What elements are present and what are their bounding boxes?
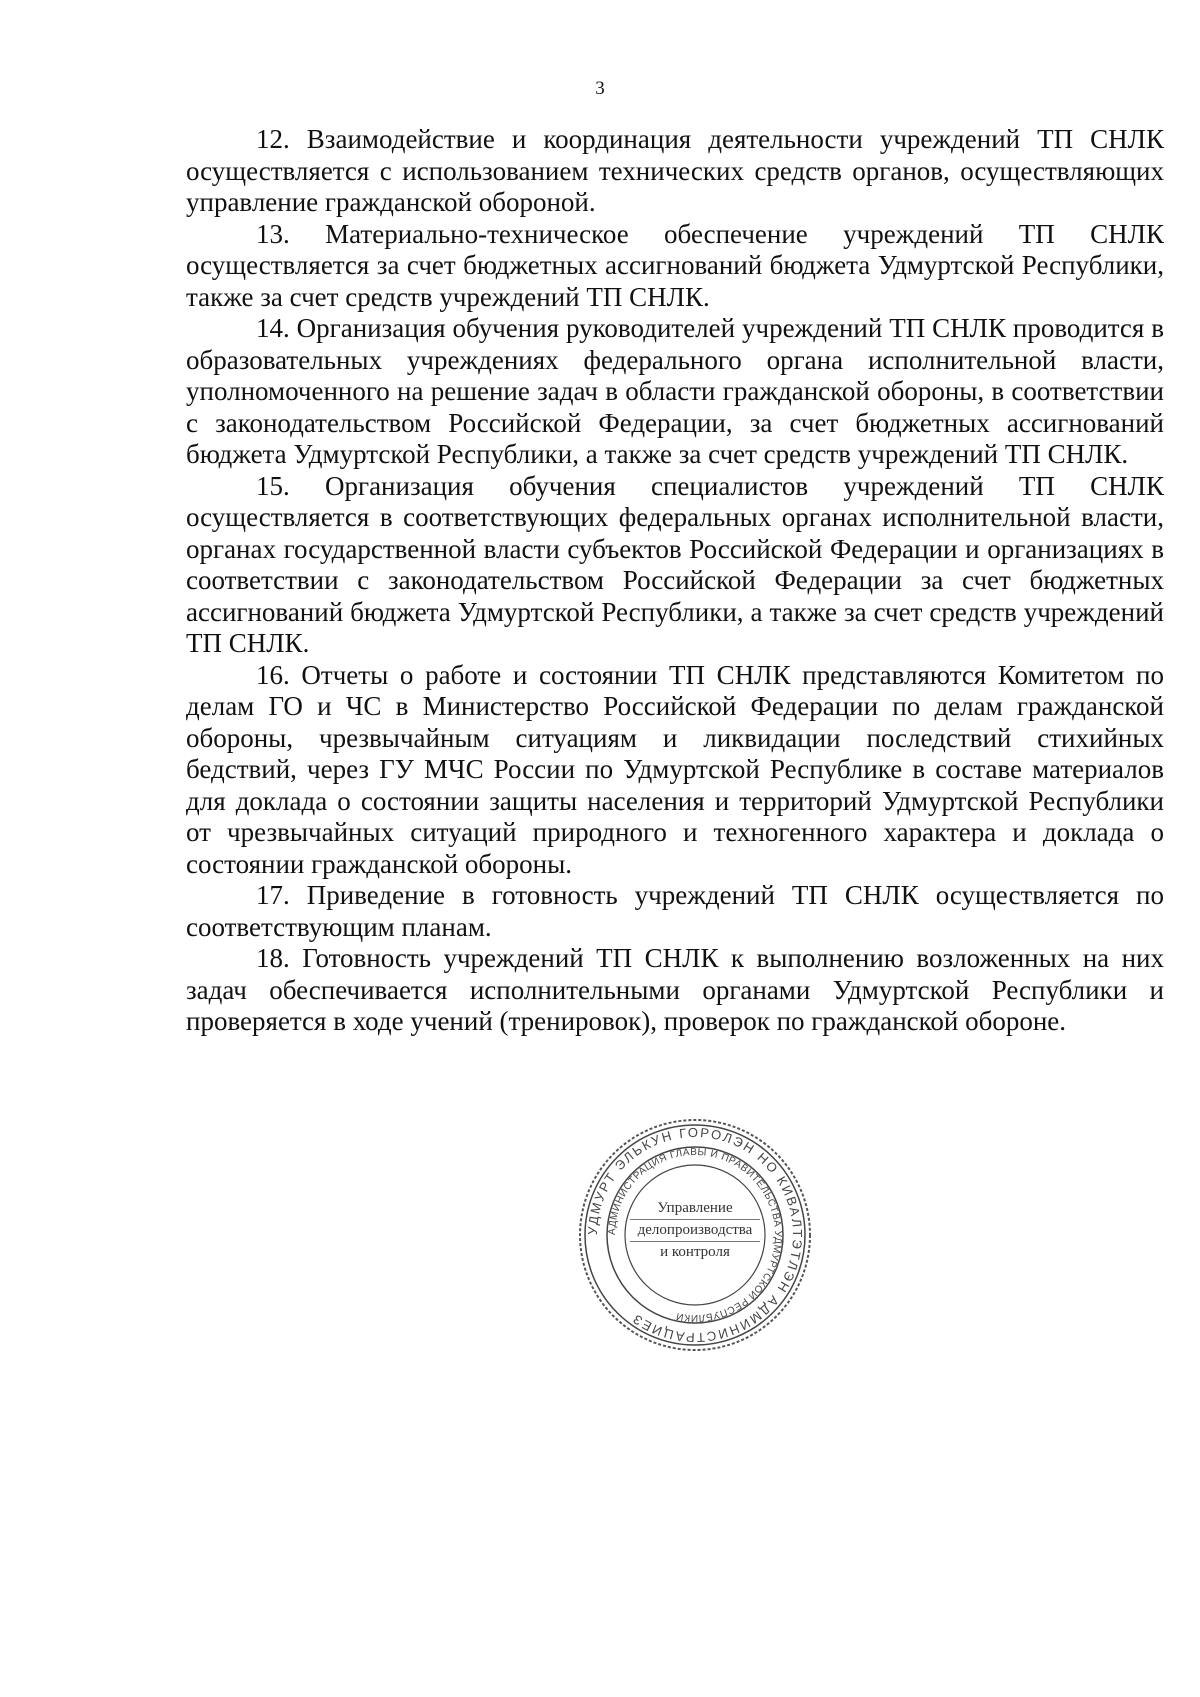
page-number: 3 bbox=[595, 78, 605, 99]
paragraph-12: 12. Взаимодействие и координация деятельности учреждений ТП СНЛК осуществляется с использованием технических средств органов, осуществляющих управление гражданской обороной. bbox=[186, 124, 1164, 217]
paragraph-18: 18. Готовность учреждений ТП СНЛК к выполнению возложенных на них задач обеспечивается исполнительными органами Удмуртской Республики и проверяется в ходе учений (тренировок), проверок по гражданской обороне. bbox=[186, 943, 1164, 1036]
document-body bbox=[186, 124, 1164, 1038]
seal-center-line-3: и контроля bbox=[660, 1244, 730, 1260]
seal-center-line-2: делопроизводства bbox=[630, 1220, 760, 1242]
paragraph-14: 14. Организация обучения руководителей учреждений ТП СНЛК проводится в образовательных учреждениях федерального органа исполнительной власти, уполномоченного на решение задач в области гражданской обороны, в соответствии с законодательством Российской Федерации, за счет бюджетных ассигнований бюджета Удмуртской Республики, а также за счет средств учреждений ТП СНЛК. bbox=[186, 313, 1164, 469]
paragraph-15: 15. Организация обучения специалистов учреждений ТП СНЛК осуществляется в соответствующих федеральных органах исполнительной власти, органах государственной власти субъектов Российской Федерации и организациях в соответствии с законодательством Российской Федерации за счет бюджетных ассигнований бюджета Удмуртской Республики, а также за счет средств учреждений ТП СНЛК. bbox=[186, 470, 1164, 658]
paragraph-16: 16. Отчеты о работе и состоянии ТП СНЛК представляются Комитетом по делам ГО и ЧС в Министерство Российской Федерации по делам гражданской обороны, чрезвычайным ситуациям и ликвидации последствий стихийных бедствий, через ГУ МЧС России по Удмуртской Республике в составе материалов для доклада о состоянии защиты населения и территорий Удмуртской Республики от чрезвычайных ситуаций природного и техногенного характера и доклада о состоянии гражданской обороны. bbox=[186, 659, 1164, 879]
seal-inner-text: АДМИНИСТРАЦИЯ ГЛАВЫ И ПРАВИТЕЛЬСТВА УДМУРТСКОЙ РЕСПУБЛИКИ bbox=[606, 1146, 784, 1324]
seal-center-line-1: Управление bbox=[630, 1198, 760, 1220]
paragraph-13: 13. Материально-техническое обеспечение учреждений ТП СНЛК осуществляется за счет бюджетных ассигнований бюджета Удмуртской Республики, также за счет средств учреждений ТП СНЛК. bbox=[186, 218, 1164, 312]
seal-center bbox=[630, 1198, 760, 1263]
paragraph-17: 17. Приведение в готовность учреждений ТП СНЛК осуществляется по соответствующим планам. bbox=[186, 880, 1164, 942]
official-seal bbox=[574, 1114, 816, 1356]
seal-outer-text: УДМУРТ ЭЛЬКУН ГОРОЛЭН НО КИВАЛТЭТЛЭН АДМИНИСТРАЦИЕЗ bbox=[584, 1124, 806, 1346]
